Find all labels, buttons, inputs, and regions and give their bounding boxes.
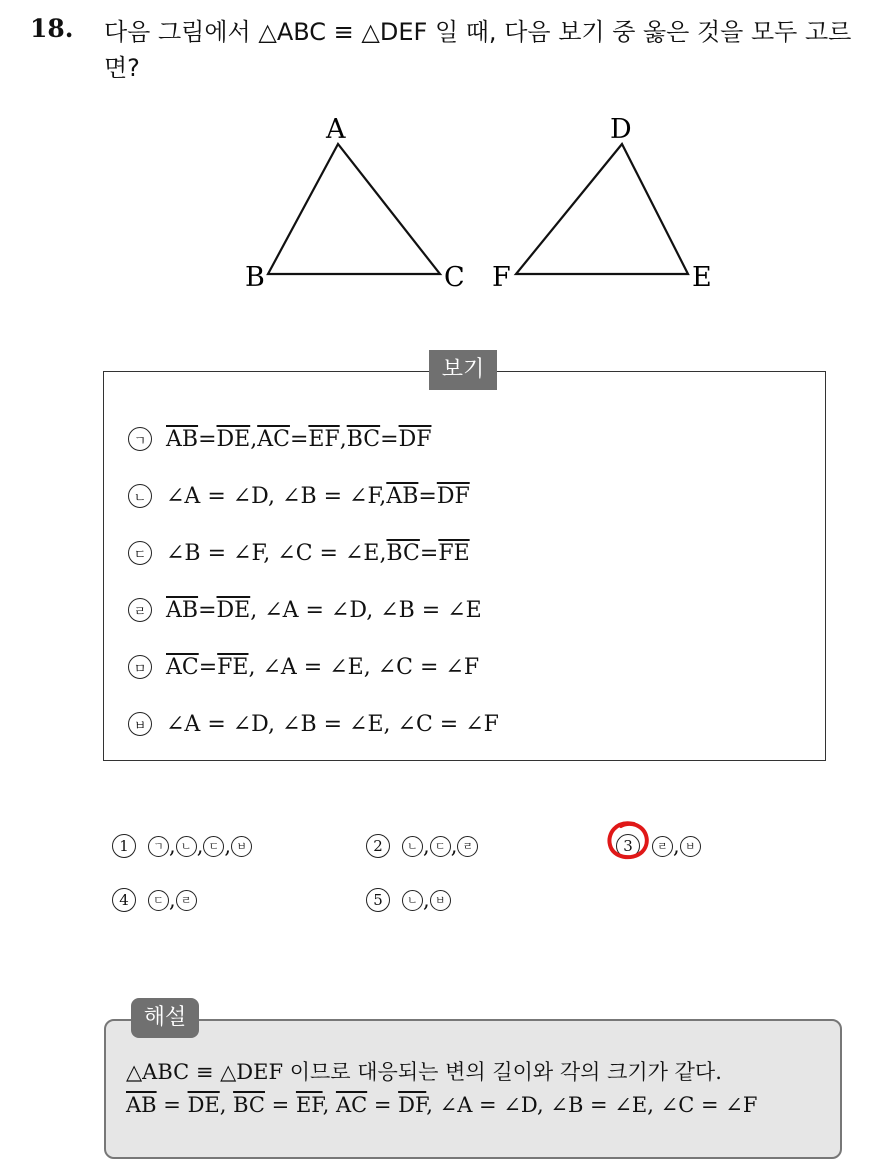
expression-text: =	[367, 1093, 399, 1117]
segment-label: $\overline{EF}$	[295, 1093, 323, 1117]
bogi-item	[128, 649, 479, 685]
expression-text: ,	[322, 1093, 336, 1117]
choice-number: 2	[366, 834, 390, 858]
vertex-label-a: A	[326, 114, 346, 145]
expression-text: ∠B = ∠F, ∠C = ∠E,	[166, 540, 387, 566]
choice-marker: ㄷ	[203, 836, 224, 857]
expression-text: ,	[219, 1093, 234, 1117]
segment-label: $\overline{DE}$	[216, 426, 251, 452]
segment-label: $\overline{AC}$	[335, 1093, 368, 1117]
expression-text: =	[289, 426, 309, 452]
choice-number: 4	[112, 888, 136, 912]
answer-choice-4[interactable]	[112, 882, 197, 918]
choice-marker: ㄹ	[176, 890, 197, 911]
expression-text: ∠A = ∠D, ∠B = ∠F,	[166, 483, 387, 509]
choice-number: 3	[616, 834, 640, 858]
choice-separator: ,	[196, 834, 204, 858]
bogi-item	[128, 421, 431, 457]
triangle-abc	[268, 144, 440, 274]
segment-label: $\overline{EF}$	[308, 426, 340, 452]
bogi-item	[128, 478, 470, 514]
expression-text: ∠A = ∠D, ∠B = ∠E, ∠C = ∠F	[166, 711, 499, 737]
bogi-item-marker: ㅂ	[128, 712, 152, 736]
segment-label: $\overline{AC}$	[166, 654, 199, 680]
choice-separator: ,	[169, 888, 176, 912]
solution-line-2	[126, 1093, 757, 1117]
vertex-label-f: F	[492, 262, 511, 293]
bogi-item-marker: ㄷ	[128, 541, 152, 565]
question-number: 18.	[30, 14, 74, 43]
choice-marker: ㅂ	[430, 890, 451, 911]
bogi-item	[128, 592, 482, 628]
expression-text: =	[198, 597, 217, 623]
selected-answer-circle-icon	[604, 818, 652, 862]
expression-text: =	[418, 483, 437, 509]
segment-label: $\overline{FE}$	[438, 540, 470, 566]
bogi-item-marker: ㄴ	[128, 484, 152, 508]
bogi-item-marker: ㄱ	[128, 427, 152, 451]
segment-label: $\overline{BC}$	[346, 426, 381, 452]
choice-separator: ,	[423, 834, 430, 858]
segment-label: $\overline{DF}$	[398, 1093, 427, 1117]
question-text: 다음 그림에서 △ABC ≡ △DEF 일 때, 다음 보기 중 옳은 것을 모두 고르면?	[104, 18, 852, 82]
answer-choice-1[interactable]	[112, 828, 252, 864]
vertex-label-d: D	[610, 114, 632, 145]
expression-text: ,	[339, 426, 347, 452]
segment-label: $\overline{AB}$	[166, 597, 199, 623]
choice-separator: ,	[450, 834, 458, 858]
bogi-item	[128, 706, 499, 742]
expression-text: , ∠A = ∠E, ∠C = ∠F	[248, 654, 480, 680]
expression-text: =	[156, 1093, 188, 1117]
solution-box	[104, 1019, 842, 1159]
vertex-label-b: B	[245, 262, 265, 293]
choice-marker: ㄴ	[402, 890, 423, 911]
segment-label: $\overline{BC}$	[233, 1093, 265, 1117]
solution-line-1: △ABC ≡ △DEF 이므로 대응되는 변의 길이와 각의 크기가 같다.	[126, 1060, 722, 1084]
expression-text: ,	[250, 426, 258, 452]
expression-text: =	[198, 426, 217, 452]
expression-text: =	[380, 426, 399, 452]
triangle-def	[516, 144, 688, 274]
bogi-item	[128, 535, 470, 571]
answer-choice-2[interactable]	[366, 828, 478, 864]
choice-separator: ,	[169, 834, 176, 858]
expression-text: , ∠A = ∠D, ∠B = ∠E	[250, 597, 482, 623]
segment-label: $\overline{DE}$	[216, 597, 251, 623]
vertex-label-e: E	[692, 262, 712, 293]
segment-label: $\overline{AB}$	[126, 1093, 157, 1117]
expression-text: , ∠A = ∠D, ∠B = ∠E, ∠C = ∠F	[426, 1093, 758, 1117]
expression-text: =	[419, 540, 439, 566]
choice-marker: ㅂ	[231, 836, 252, 857]
segment-label: $\overline{DF}$	[398, 426, 432, 452]
segment-label: $\overline{BC}$	[386, 540, 420, 566]
congruent-triangles-figure	[240, 112, 720, 302]
choice-marker: ㄷ	[148, 890, 169, 911]
choice-marker: ㄹ	[652, 836, 673, 857]
choice-separator: ,	[224, 834, 232, 858]
choice-marker: ㄹ	[457, 836, 478, 857]
segment-label: $\overline{AB}$	[166, 426, 199, 452]
choice-marker: ㄷ	[430, 836, 451, 857]
choice-number: 5	[366, 888, 390, 912]
choice-separator: ,	[423, 888, 430, 912]
segment-label: $\overline{FE}$	[217, 654, 249, 680]
segment-label: $\overline{AB}$	[386, 483, 419, 509]
vertex-label-c: C	[444, 262, 465, 293]
expression-text: =	[264, 1093, 296, 1117]
bogi-item-marker: ㅁ	[128, 655, 152, 679]
choice-separator: ,	[673, 834, 680, 858]
solution-title: 해설	[131, 998, 199, 1038]
bogi-item-marker: ㄹ	[128, 598, 152, 622]
choice-marker: ㄱ	[148, 836, 169, 857]
answer-choice-5[interactable]	[366, 882, 451, 918]
bogi-title: 보기	[429, 350, 497, 390]
choice-marker: ㄴ	[176, 836, 197, 857]
choice-marker: ㄴ	[402, 836, 423, 857]
segment-label: $\overline{AC}$	[257, 426, 290, 452]
segment-label: $\overline{DE}$	[187, 1093, 220, 1117]
choice-marker: ㅂ	[680, 836, 701, 857]
choice-number: 1	[112, 834, 136, 858]
segment-label: $\overline{DF}$	[436, 483, 470, 509]
expression-text: =	[198, 654, 218, 680]
